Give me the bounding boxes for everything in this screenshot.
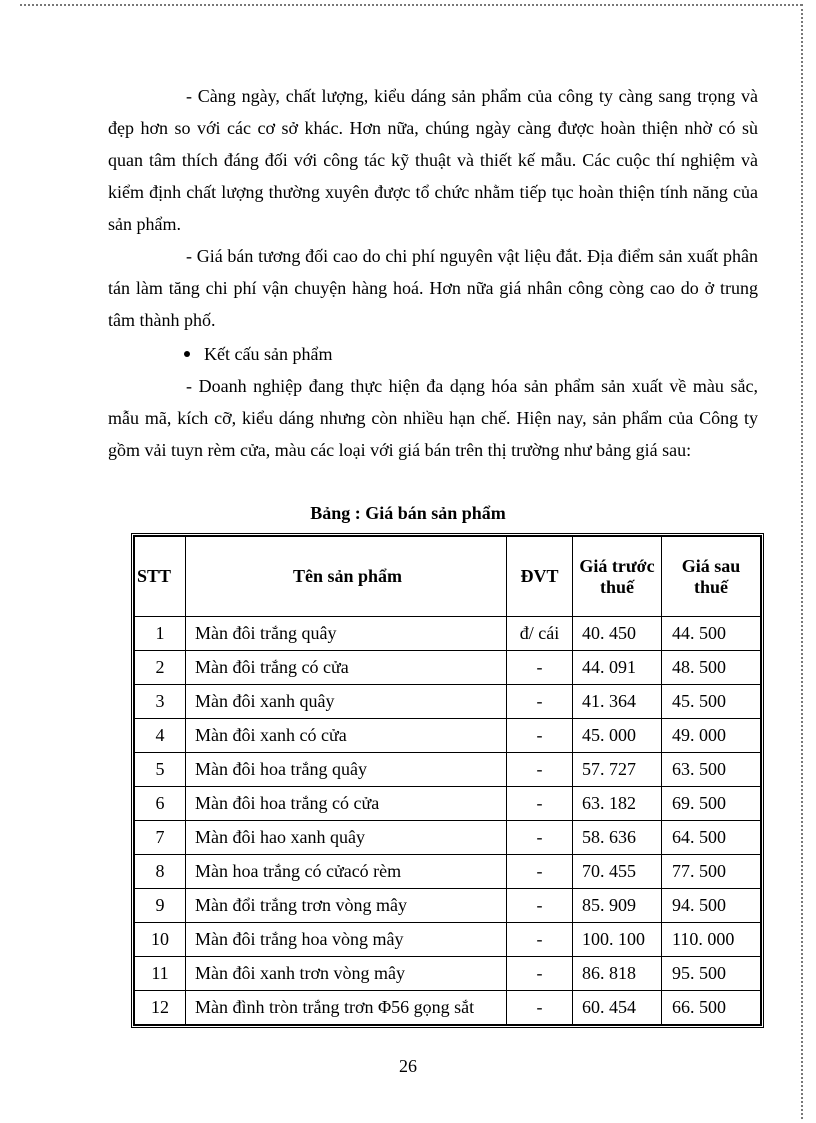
page-number: 26: [399, 1056, 417, 1076]
table-row: [135, 855, 761, 889]
cell-stt: 8: [135, 855, 186, 889]
cell-stt: 10: [135, 923, 186, 957]
cell-price-before-tax: 44. 091: [573, 651, 662, 685]
cell-stt: 4: [135, 719, 186, 753]
cell-product-name: Màn đôi hoa trắng có cửa: [186, 787, 507, 821]
cell-price-before-tax: 58. 636: [573, 821, 662, 855]
table-row: [135, 651, 761, 685]
cell-price-before-tax: 63. 182: [573, 787, 662, 821]
paragraph-quality: [108, 80, 758, 240]
cell-unit: -: [507, 719, 573, 753]
page-border-top: [20, 4, 802, 6]
cell-unit: -: [507, 821, 573, 855]
cell-price-before-tax: 41. 364: [573, 685, 662, 719]
table-row: [135, 719, 761, 753]
paragraph-price: [108, 240, 758, 336]
cell-price-after-tax: 64. 500: [662, 821, 761, 855]
cell-stt: 3: [135, 685, 186, 719]
table-row: [135, 923, 761, 957]
cell-price-after-tax: 110. 000: [662, 923, 761, 957]
cell-price-before-tax: 86. 818: [573, 957, 662, 991]
header-price-after-tax: Giá sau thuế: [662, 537, 761, 617]
cell-price-after-tax: 66. 500: [662, 991, 761, 1025]
table-row: [135, 991, 761, 1025]
price-table: [134, 536, 761, 1025]
cell-product-name: Màn đình tròn trắng trơn Φ56 gọng sắt: [186, 991, 507, 1025]
cell-unit: -: [507, 957, 573, 991]
table-row: [135, 787, 761, 821]
paragraph-diversification: [108, 370, 758, 466]
paragraph-price-text: - Giá bán tương đối cao do chi phí nguyên vật liệu đắt. Địa điểm sản xuất phân tán làm tăng chi phí vận chuyện hàng hoá. Hơn nữa giá nhân công còng cao do ở trung tâm thành phố.: [108, 246, 758, 330]
cell-price-after-tax: 69. 500: [662, 787, 761, 821]
cell-stt: 11: [135, 957, 186, 991]
cell-price-before-tax: 70. 455: [573, 855, 662, 889]
table-row: [135, 753, 761, 787]
cell-product-name: Màn đôi trắng quây: [186, 617, 507, 651]
table-row: [135, 957, 761, 991]
cell-price-after-tax: 48. 500: [662, 651, 761, 685]
cell-stt: 2: [135, 651, 186, 685]
cell-stt: 9: [135, 889, 186, 923]
header-unit: ĐVT: [507, 537, 573, 617]
cell-stt: 1: [135, 617, 186, 651]
cell-product-name: Màn đôi xanh có cửa: [186, 719, 507, 753]
cell-unit: -: [507, 753, 573, 787]
cell-stt: 5: [135, 753, 186, 787]
cell-price-before-tax: 57. 727: [573, 753, 662, 787]
header-product-name: Tên sản phẩm: [186, 537, 507, 617]
cell-product-name: Màn đôi xanh quây: [186, 685, 507, 719]
cell-unit: -: [507, 651, 573, 685]
cell-unit: -: [507, 787, 573, 821]
bullet-label: Kết cấu sản phẩm: [204, 344, 333, 364]
cell-product-name: Màn đôi hao xanh quây: [186, 821, 507, 855]
cell-unit: -: [507, 889, 573, 923]
header-stt: STT: [135, 537, 186, 617]
cell-price-before-tax: 100. 100: [573, 923, 662, 957]
table-title: Bảng : Giá bán sản phẩm: [310, 503, 506, 523]
cell-price-before-tax: 60. 454: [573, 991, 662, 1025]
cell-price-before-tax: 45. 000: [573, 719, 662, 753]
cell-unit: đ/ cái: [507, 617, 573, 651]
cell-price-after-tax: 49. 000: [662, 719, 761, 753]
header-price-before-tax: Giá trước thuế: [573, 537, 662, 617]
cell-price-after-tax: 44. 500: [662, 617, 761, 651]
cell-stt: 7: [135, 821, 186, 855]
cell-price-after-tax: 95. 500: [662, 957, 761, 991]
cell-unit: -: [507, 923, 573, 957]
bullet-dot-icon: [184, 351, 190, 357]
cell-stt: 12: [135, 991, 186, 1025]
cell-price-after-tax: 63. 500: [662, 753, 761, 787]
cell-unit: -: [507, 991, 573, 1025]
cell-stt: 6: [135, 787, 186, 821]
table-row: [135, 617, 761, 651]
table-row: [135, 685, 761, 719]
cell-unit: -: [507, 855, 573, 889]
table-row: [135, 821, 761, 855]
cell-price-after-tax: 45. 500: [662, 685, 761, 719]
bullet-product-structure: [184, 338, 332, 370]
paragraph-quality-text: - Càng ngày, chất lượng, kiểu dáng sản phẩm của công ty càng sang trọng và đẹp hơn so với các cơ sở khác. Hơn nữa, chúng ngày càng được hoàn thiện nhờ có sù quan tâm thích đáng đối với công tác kỹ thuật và thiết kế mẫu. Các cuộc thí nghiệm và kiểm định chất lượng thường xuyên được tổ chức nhằm tiếp tục hoàn thiện tính năng của sản phẩm.: [108, 86, 758, 234]
cell-price-after-tax: 94. 500: [662, 889, 761, 923]
cell-unit: -: [507, 685, 573, 719]
cell-product-name: Màn đôi trắng hoa vòng mây: [186, 923, 507, 957]
table-row: [135, 889, 761, 923]
paragraph-diversification-text: - Doanh nghiệp đang thực hiện đa dạng hóa sản phẩm sản xuất về màu sắc, mẫu mã, kích cỡ, kiểu dáng nhưng còn nhiều hạn chế. Hiện nay, sản phẩm của Công ty gồm vải tuyn rèm cửa, màu các loại với giá bán trên thị trường như bảng giá sau:: [108, 376, 758, 460]
cell-price-before-tax: 40. 450: [573, 617, 662, 651]
table-body: [135, 617, 761, 1025]
cell-product-name: Màn đôi xanh trơn vòng mây: [186, 957, 507, 991]
cell-product-name: Màn đổi trắng trơn vòng mây: [186, 889, 507, 923]
cell-product-name: Màn hoa trắng có cửacó rèm: [186, 855, 507, 889]
page-border-right: [801, 4, 803, 1119]
cell-product-name: Màn đôi hoa trắng quây: [186, 753, 507, 787]
cell-product-name: Màn đôi trắng có cửa: [186, 651, 507, 685]
cell-price-after-tax: 77. 500: [662, 855, 761, 889]
table-header-row: [135, 537, 761, 617]
cell-price-before-tax: 85. 909: [573, 889, 662, 923]
